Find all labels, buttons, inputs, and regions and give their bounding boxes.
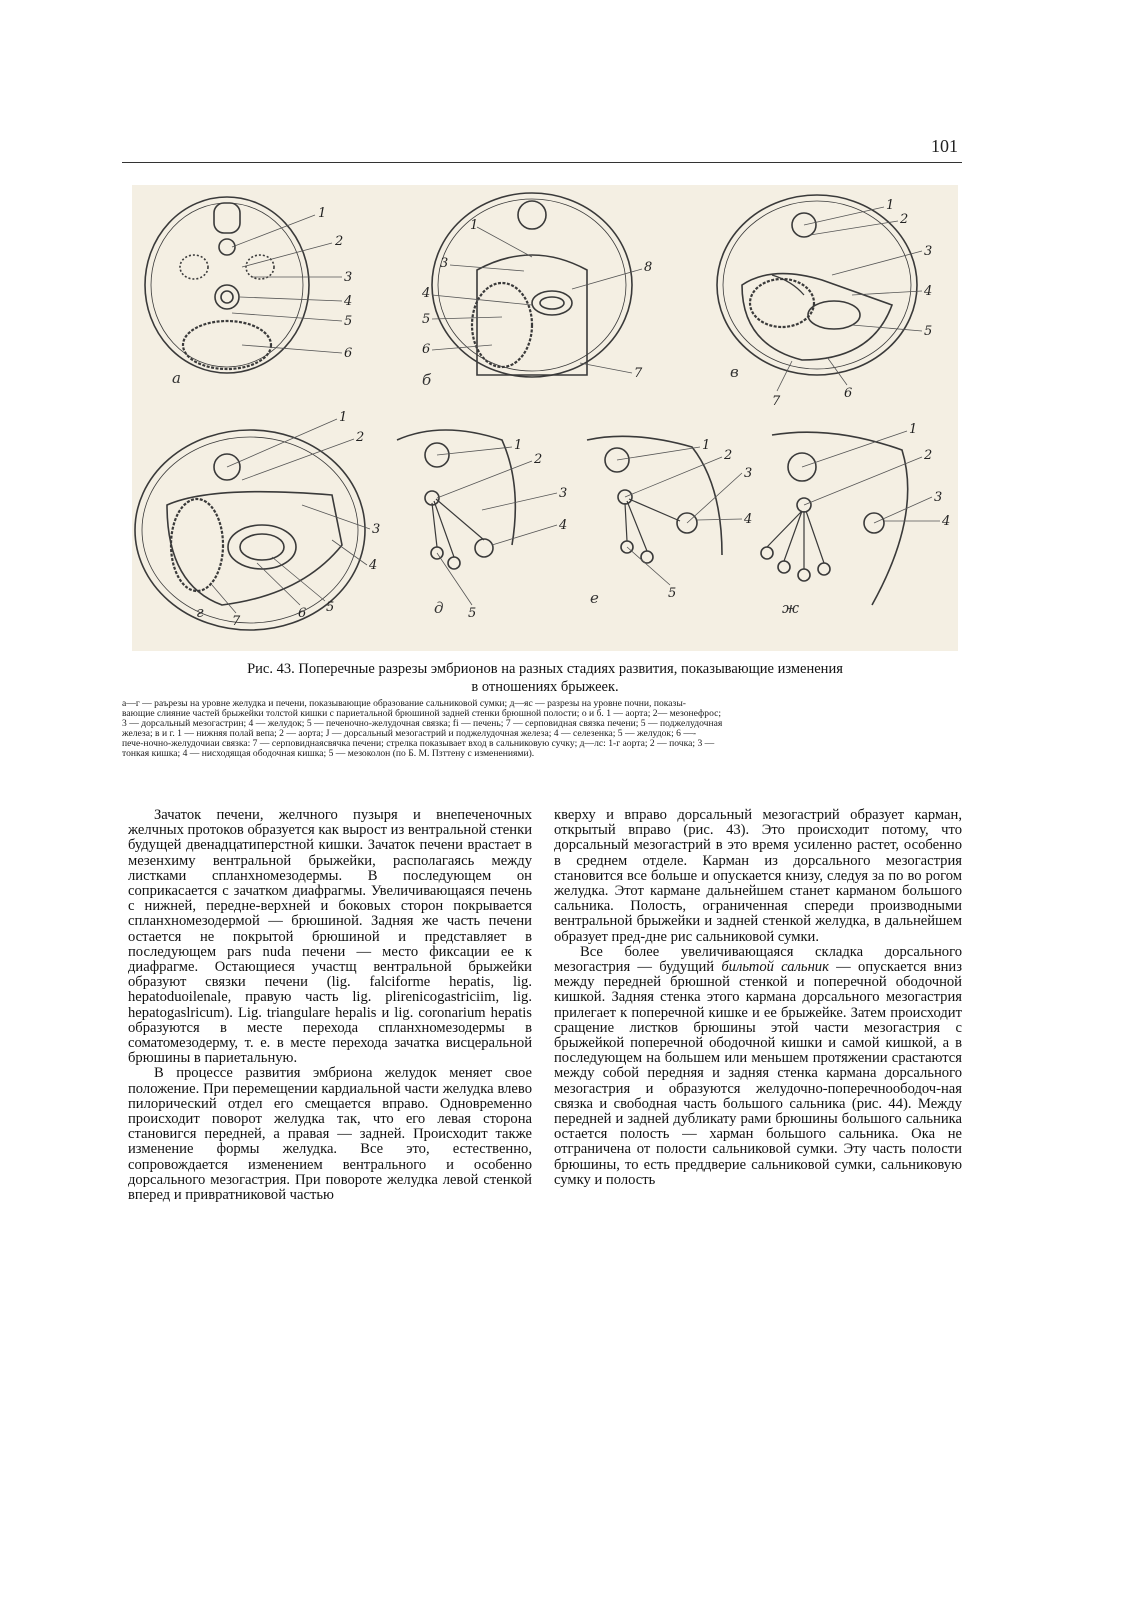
panel-zh-letter: ж <box>782 599 800 617</box>
panel-v-label-5: 5 <box>924 324 933 339</box>
panel-v-label-3: 3 <box>924 244 933 259</box>
panel-a-label-2: 2 <box>335 234 344 249</box>
panel-d-label-5: 5 <box>468 606 477 621</box>
panel-b-label-4: 4 <box>422 286 431 301</box>
panel-g-label-2: 2 <box>356 430 365 445</box>
figure-caption-title <box>132 660 958 696</box>
panel-g-label-6: 6 <box>298 606 307 621</box>
panel-a-label-5: 5 <box>344 314 353 329</box>
panel-b-label-6: 6 <box>422 342 431 357</box>
header-rule <box>122 162 962 163</box>
body-paragraph: Зачаток печени, желчного пузыря и внепеченочных желчных протоков образуется как вырост из вентральной стенки будущей двенадцатиперстной кишки. Зачаток печени врастает в мезенхиму вентральной брыжейки, располагаясь между листками спланхномезодермы. В последующем он соприкасается с зачатком диафрагмы. Увеличивающаяся печень с нижней, передне-верхней и боковых сторон покрывается спланхномезодермой — брюшиной. Задняя же часть печени остается не покрытой брюшиной и представляет в последующем pars nuda печени — место фиксации ее к диафрагме. Остающиеся участщ вентральной брыжейки образуют связки печени (lig. falciforme hepatis, lig. hepatoduoilenale, правую часть lig. plirenicogastriciim, lig. hepatogaslricum). Lig. triangulare hepalis и lig. coronarium hepatis образуются в месте перехода спланхномезодермы в соматомезодерму, т. е. в месте перехода зачатка висцеральной брюшины в париетальную. <box>128 807 532 1067</box>
panel-d-letter: д <box>434 599 444 617</box>
body-left-column <box>128 808 532 1203</box>
figure-43-drawings <box>132 185 958 651</box>
panel-v-letter: в <box>730 363 739 381</box>
figure-caption-legend <box>122 699 962 759</box>
legend-line: тонкая кишка; 4 — нисходящая ободочная кишка; 5 — мезоколон (по Б. М. Пзттену с изменениями). <box>122 748 535 759</box>
panel-v-label-7: 7 <box>772 394 781 409</box>
panel-e-label-5: 5 <box>668 586 677 601</box>
panel-b-letter: б <box>422 371 432 389</box>
panel-b-label-8: 8 <box>644 260 653 275</box>
legend-line: вающие слияние частей брыжейки толстой кишки с париетальной брюшиной задней стенки брюшной полости; о и б. 1 — аорта; 2— мезонефрос; <box>122 708 722 719</box>
panel-d-section <box>397 430 515 569</box>
panel-b-label-5: 5 <box>422 312 431 327</box>
figure-43 <box>132 185 958 651</box>
panel-v-label-4: 4 <box>924 284 933 299</box>
body-right-column <box>554 808 962 1188</box>
term-italic: бильтой сальник <box>721 959 829 976</box>
panel-a-letter: а <box>172 369 181 387</box>
panel-v-label-1: 1 <box>886 198 895 213</box>
legend-line: 3 — дорсальный мезогастрин; 4 — желудок; 5 — печеночно-желудочная связка; fi — печень; 7 — серповидная связка печени; 5 — поджелудочная <box>122 718 723 729</box>
panel-e-label-4: 4 <box>744 512 753 527</box>
panel-b-section <box>432 193 632 377</box>
panel-a-label-6: 6 <box>344 346 353 361</box>
panel-e-label-1: 1 <box>702 438 711 453</box>
panel-b-label-3: 3 <box>440 256 449 271</box>
panel-d-label-4: 4 <box>559 518 568 533</box>
panel-e-label-3: 3 <box>744 466 753 481</box>
panel-a-section <box>145 197 309 373</box>
panel-a-label-1: 1 <box>318 206 327 221</box>
panel-a-label-4: 4 <box>344 294 353 309</box>
panel-g-label-5: 5 <box>326 600 335 615</box>
panel-zh-section <box>761 432 908 605</box>
panel-a-label-3: 3 <box>344 270 353 285</box>
body-paragraph: кверху и вправо дорсальный мезогастрий образует карман, открытый вправо (рис. 43). Это происходит потому, что дорсальный мезогастрий в это время усиленно растет, особенно в среднем отделе. Карман из дорсального мезогастрия становится все больше и опускается книзу, следуя за по во рогом желудка. Этот кармане дальнейшем станет карманом большого сальника. Полость, ограниченная спереди производными вентральной брыжейки и задней стенкой желудка, в дальнейшем образует пред-дне рис сальниковой сумки. <box>554 807 962 945</box>
caption-title-line-1: Рис. 43. Поперечные разрезы эмбрионов на разных стадиях развития, показывающие изменения <box>247 661 843 677</box>
panel-d-label-1: 1 <box>514 438 523 453</box>
panel-v-label-6: 6 <box>844 386 853 401</box>
paragraph-text: — опускается вниз между передней брюшной стенкой и поперечной ободочной кишкой. Задняя стенка этого кармана дорсального мезогастрия прилегает к поперечной кишке и ее брыжейке. Затем происходит сращение листков брюшины этой части мезогастрия с брыжейкой поперечной ободочной кишки и самой кишкой, а в последующем на большем или меньшем протяжении срастаются между собой передняя и задняя стенка кармана дорсального мезогастрия и образуются желудочно-поперечноободоч-ная связка и свободная часть большого сальника (рис. 44). Между передней и задней дубликату рами брюшины большого сальника остается полость — харман большого сальника. Ока не отграничена от полости сальниковой сумки. Эту часть полости брюшины, то есть преддверие сальниковой сумки, сальниковую сумку и полость <box>554 959 962 1188</box>
legend-line: железа; в и г. 1 — нижняя полай вепа; 2 — аорта; J — дорсальный мезогастрий и поджелудочная железа; 4 — селезенка; 5 — желудок; 6 —- <box>122 728 697 739</box>
page-number: 101 <box>931 136 958 156</box>
body-paragraph: В процессе развития эмбриона желудок меняет свое положение. При перемещении кардиальной части желудка влево пилорический отдел его смещается вправо. Одновременно происходит поворот желудка так, что его левая сторона становигся передней, а правая — задней. Происходит также изменение формы желудка. Все это, естественно, сопровождается изменением вентрального и особенно дорсального мезогастрия. При повороте желудка левой стенкой вперед и привратниковой частью <box>128 1065 532 1204</box>
caption-title-line-2: в отношениях брыжеек. <box>471 679 619 695</box>
panel-g-letter: г <box>196 603 204 621</box>
panel-zh-label-4: 4 <box>942 514 951 529</box>
panel-g-label-4: 4 <box>369 558 378 573</box>
legend-line: пече-ночно-желудочиаи связка: 7 — серповиднаясвячка печени; стрелка показывает вход в сальниковую сучку; д—лс: 1-г аорта; 2 — почка; 3 — <box>122 738 715 749</box>
panel-g-label-7: 7 <box>232 614 241 629</box>
panel-zh-label-2: 2 <box>924 448 933 463</box>
panel-e-section <box>587 436 722 563</box>
panel-e-label-2: 2 <box>724 448 733 463</box>
panel-b-label-1: 1 <box>470 218 479 233</box>
panel-e-letter: е <box>590 589 599 607</box>
panel-v-label-2: 2 <box>900 212 909 227</box>
paragraph-text: Все более увеличивающаяся складка дорсального мезогастрия — будущий <box>554 943 962 976</box>
panel-d-label-2: 2 <box>534 452 543 467</box>
panel-g-label-3: 3 <box>372 522 381 537</box>
panel-zh-label-3: 3 <box>934 490 943 505</box>
legend-line: а—г — раърезы на уровне желудка и печени, показывающие образование сальниковой сумки; д—яс — разрезы на уровне почни, показы- <box>122 698 686 709</box>
body-paragraph <box>554 945 962 1188</box>
panel-d-label-3: 3 <box>559 486 568 501</box>
panel-b-label-7: 7 <box>634 366 643 381</box>
panel-zh-label-1: 1 <box>909 422 918 437</box>
panel-g-label-1: 1 <box>339 410 348 425</box>
